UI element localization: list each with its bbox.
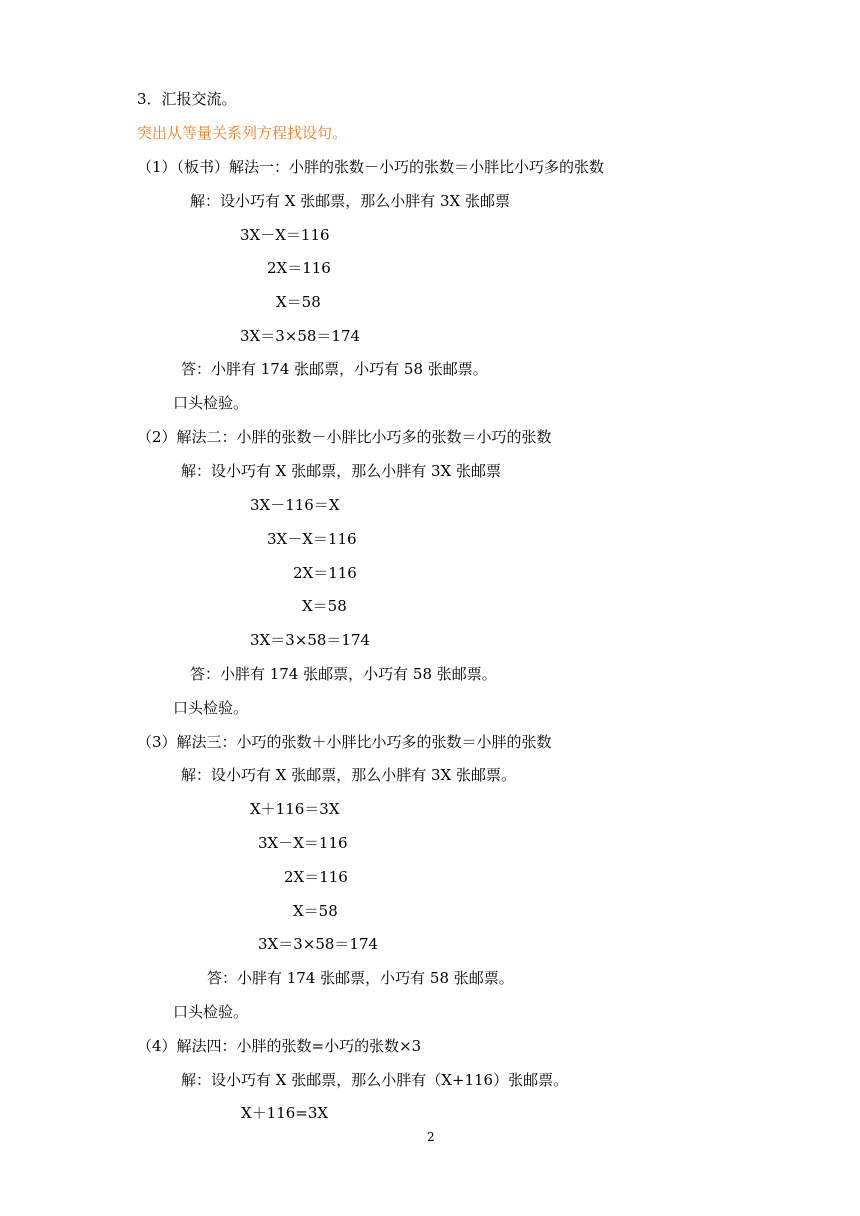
method2-check: 口头检验。 <box>173 699 249 717</box>
method3-equation-4: X＝58 <box>293 902 338 920</box>
method3-equation-3: 2X＝116 <box>284 868 348 886</box>
method2-equation-5: 3X＝3×58＝174 <box>250 631 371 649</box>
method4-setup: 解：设小巧有 X 张邮票，那么小胖有（X+116）张邮票。 <box>181 1071 569 1089</box>
method2-equation-4: X＝58 <box>302 597 347 615</box>
method3-equation-2: 3X－X＝116 <box>258 834 348 852</box>
method1-equation-2: 2X＝116 <box>267 259 331 277</box>
method2-title: （2）解法二：小胖的张数－小胖比小巧多的张数＝小巧的张数 <box>137 428 552 446</box>
method3-setup: 解：设小巧有 X 张邮票，那么小胖有 3X 张邮票。 <box>181 766 516 784</box>
method1-equation-3: X＝58 <box>276 293 321 311</box>
method1-answer: 答：小胖有 174 张邮票，小巧有 58 张邮票。 <box>181 360 488 378</box>
method1-equation-1: 3X－X＝116 <box>240 226 330 244</box>
method1-equation-4: 3X＝3×58＝174 <box>240 327 361 345</box>
method3-equation-5: 3X＝3×58＝174 <box>258 935 379 953</box>
method2-setup: 解：设小巧有 X 张邮票，那么小胖有 3X 张邮票 <box>181 462 501 480</box>
method4-title: （4）解法四：小胖的张数=小巧的张数×3 <box>137 1037 422 1055</box>
method2-answer: 答：小胖有 174 张邮票，小巧有 58 张邮票。 <box>190 665 497 683</box>
method4-equation-1: X＋116=3X <box>241 1104 329 1122</box>
method3-check: 口头检验。 <box>173 1003 249 1021</box>
method2-equation-1: 3X－116＝X <box>250 496 340 514</box>
method3-title: （3）解法三：小巧的张数＋小胖比小巧多的张数＝小胖的张数 <box>137 733 552 751</box>
page-number: 2 <box>427 1130 435 1144</box>
section-heading: 3．汇报交流。 <box>137 90 237 108</box>
highlight-note: 突出从等量关系列方程找设句。 <box>137 124 348 142</box>
method1-setup: 解：设小巧有 X 张邮票，那么小胖有 3X 张邮票 <box>190 192 510 210</box>
method2-equation-3: 2X＝116 <box>293 564 357 582</box>
method2-equation-2: 3X－X＝116 <box>267 530 357 548</box>
method1-title: （1）（板书）解法一：小胖的张数－小巧的张数＝小胖比小巧多的张数 <box>137 158 605 176</box>
method1-check: 口头检验。 <box>173 394 249 412</box>
method3-answer: 答：小胖有 174 张邮票，小巧有 58 张邮票。 <box>207 969 514 987</box>
method3-equation-1: X＋116＝3X <box>250 800 340 818</box>
